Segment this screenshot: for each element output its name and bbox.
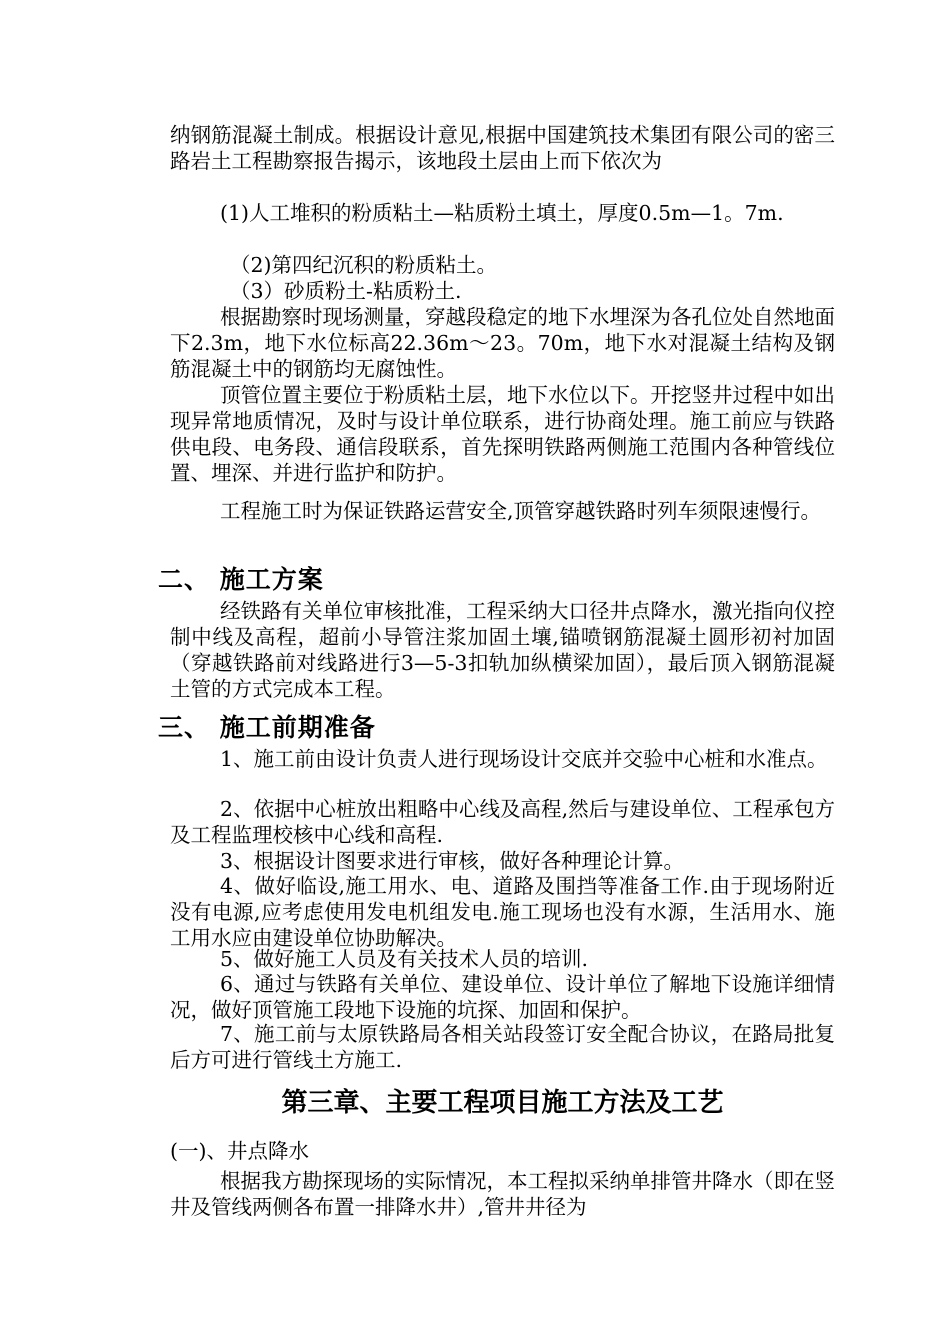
list-item-prep-1: 1、施工前由设计负责人进行现场设计交底并交验中心桩和水准点。 [220, 747, 828, 771]
paragraph-soil-layer-3: （3）砂质粉土-粘质粉土. [230, 279, 462, 303]
list-item-prep-2: 2、依据中心桩放出粗略中心线及高程,然后与建设单位、工程承包方及工程监理校核中心线和高程. [170, 797, 835, 847]
subsection-heading-well-point: (一)、井点降水 [170, 1139, 309, 1163]
section-heading-construction-plan: 二、 施工方案 [158, 565, 324, 594]
section-heading-preparation: 三、 施工前期准备 [158, 713, 376, 742]
paragraph-soil-intro: 纳钢筋混凝土制成。根据设计意见,根据中国建筑技术集团有限公司的密三路岩土工程勘察报告揭示，该地段土层由上而下依次为 [170, 123, 835, 173]
list-item-prep-6: 6、通过与铁路有关单位、建设单位、设计单位了解地下设施详细情况，做好顶管施工段地下设施的坑探、加固和保护。 [170, 972, 835, 1022]
paragraph-soil-layer-1: (1)人工堆积的粉质粘土—粘质粉土填土，厚度0.5m—1。7m. [220, 201, 784, 225]
paragraph-groundwater: 根据勘察时现场测量，穿越段稳定的地下水埋深为各孔位处自然地面下2.3m，地下水位标高22.36m～23。70m，地下水对混凝土结构及钢筋混凝土中的钢筋均无腐蚀性。 [170, 305, 835, 381]
paragraph-railway-safety: 工程施工时为保证铁路运营安全,顶管穿越铁路时列车须限速慢行。 [220, 499, 822, 523]
paragraph-pipe-position: 顶管位置主要位于粉质粘土层，地下水位以下。开挖竖井过程中如出现异常地质情况，及时与设计单位联系，进行协商处理。施工前应与铁路供电段、电务段、通信段联系，首先探明铁路两侧施工范围内各种管线位置、埋深、并进行监护和防护。 [170, 383, 835, 485]
list-item-prep-5: 5、做好施工人员及有关技术人员的培训. [220, 947, 589, 971]
list-item-prep-3: 3、根据设计图要求进行审核，做好各种理论计算。 [220, 849, 685, 873]
list-item-prep-4: 4、做好临设,施工用水、电、道路及围挡等准备工作.由于现场附近没有电源,应考虑使用发电机组发电.施工现场也没有水源，生活用水、施工用水应由建设单位协助解决。 [170, 874, 835, 950]
list-item-prep-7: 7、施工前与太原铁路局各相关站段签订安全配合协议，在路局批复后方可进行管线土方施工. [170, 1022, 835, 1072]
paragraph-construction-plan: 经铁路有关单位审核批准，工程采纳大口径井点降水，激光指向仪控制中线及高程，超前小导管注浆加固土壤,锚喷钢筋混凝土圆形初衬加固（穿越铁路前对线路进行3—5-3扣轨加纵横梁加固），最后顶入钢筋混凝土管的方式完成本工程。 [170, 599, 835, 701]
chapter-title: 第三章、主要工程项目施工方法及工艺 [281, 1088, 724, 1118]
paragraph-well-point: 根据我方勘探现场的实际情况，本工程拟采纳单排管井降水（即在竖井及管线两侧各布置一排降水井）,管井井径为 [170, 1169, 835, 1219]
paragraph-soil-layer-2: （2)第四纪沉积的粉质粘土。 [230, 253, 498, 277]
